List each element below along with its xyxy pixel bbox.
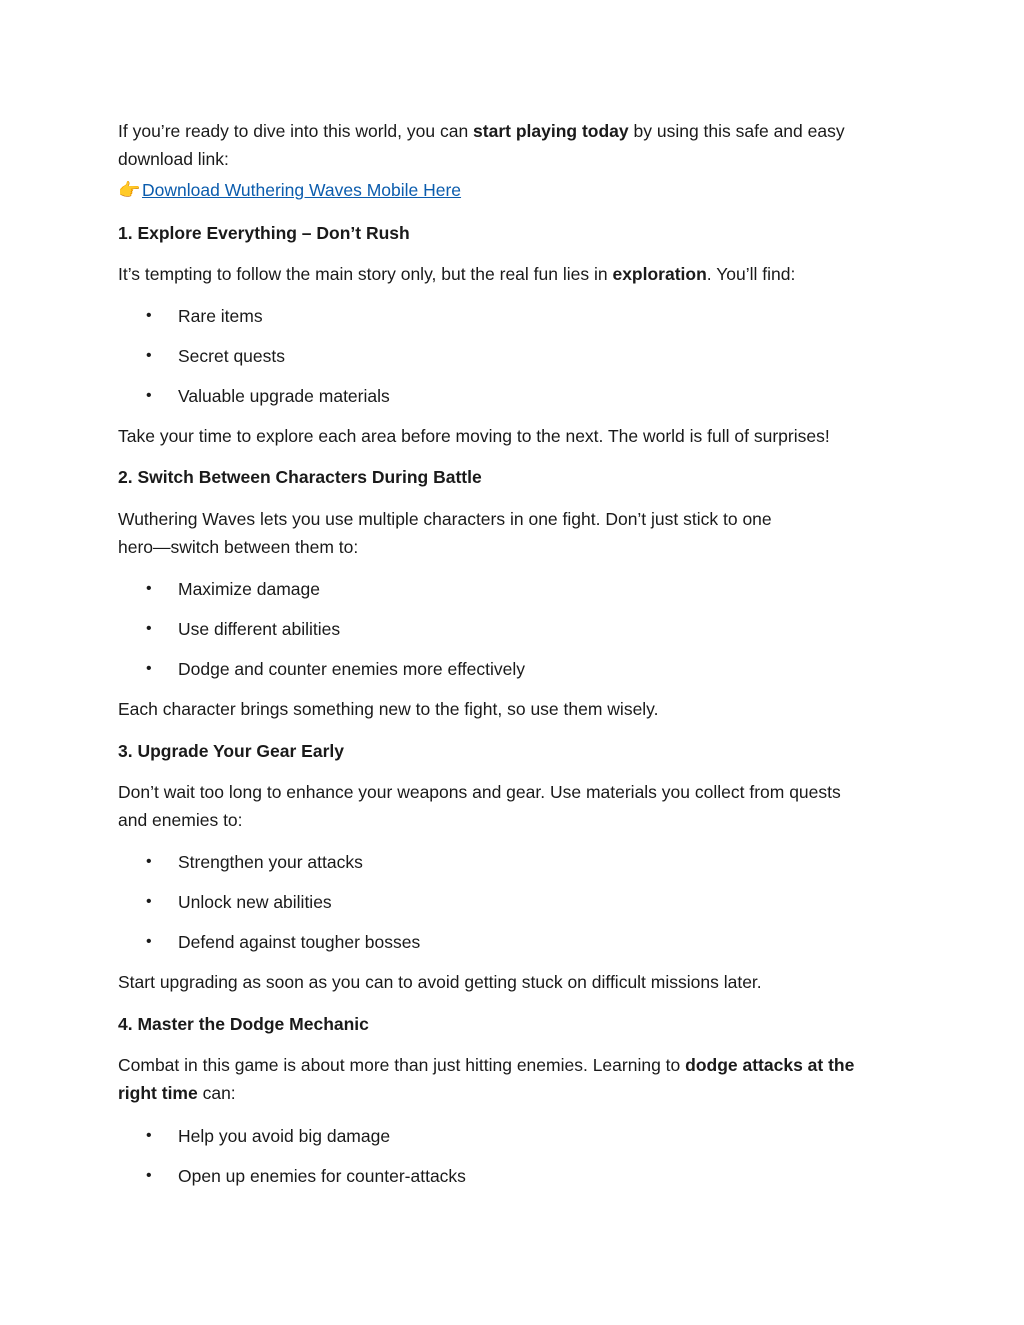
list-item-text: Unlock new abilities: [178, 892, 332, 912]
bullet-icon: •: [146, 933, 152, 950]
bullet-icon: •: [146, 1127, 152, 1144]
bullet-icon: •: [146, 307, 152, 324]
section-4-strong-cont: right time: [118, 1083, 198, 1103]
list-item-text: Use different abilities: [178, 619, 341, 639]
section-2-paragraph: [118, 505, 908, 561]
section-1-text: It’s tempting to follow the main story only, but the real fun lies in: [118, 264, 613, 284]
section-4-paragraph: [118, 1051, 908, 1107]
section-4-strong: dodge attacks at the: [685, 1055, 855, 1075]
list-item-text: Maximize damage: [178, 579, 320, 599]
intro-line2: download link:: [118, 149, 229, 169]
list-item-text: Rare items: [178, 306, 263, 326]
bullet-icon: •: [146, 853, 152, 870]
section-1-text-end: . You’ll find:: [706, 264, 796, 284]
download-link[interactable]: Download Wuthering Waves Mobile Here: [142, 180, 462, 200]
section-1-strong: exploration: [612, 264, 707, 284]
intro-strong: start playing today: [473, 121, 629, 141]
pointing-hand-icon: 👉: [118, 180, 141, 200]
bullet-icon: •: [146, 580, 152, 597]
list-item-text: Secret quests: [178, 346, 285, 366]
section-1-closing: Take your time to explore each area before moving to the next. The world is full of surprises!: [118, 426, 830, 446]
intro-text-end: by using this safe and easy: [628, 121, 845, 141]
intro-text: If you’re ready to dive into this world, you can: [118, 121, 474, 141]
bullet-icon: •: [146, 387, 152, 404]
list-item-text: Strengthen your attacks: [178, 852, 363, 872]
list-item-text: Open up enemies for counter-attacks: [178, 1166, 466, 1186]
section-2-line1: Wuthering Waves lets you use multiple characters in one fight. Don’t just stick to one: [118, 509, 772, 529]
section-3-heading: 3. Upgrade Your Gear Early: [118, 741, 344, 761]
intro-paragraph: [118, 117, 908, 173]
list-item-text: Help you avoid big damage: [178, 1126, 391, 1146]
bullet-icon: •: [146, 620, 152, 637]
section-3-paragraph: [118, 778, 908, 834]
section-3-closing: Start upgrading as soon as you can to avoid getting stuck on difficult missions later.: [118, 972, 762, 992]
section-2-closing: Each character brings something new to the fight, so use them wisely.: [118, 699, 659, 719]
section-4-heading: 4. Master the Dodge Mechanic: [118, 1014, 369, 1034]
bullet-icon: •: [146, 1167, 152, 1184]
section-1-heading: 1. Explore Everything – Don’t Rush: [118, 223, 410, 243]
section-3-line2: and enemies to:: [118, 810, 243, 830]
bullet-icon: •: [146, 893, 152, 910]
section-2-heading: 2. Switch Between Characters During Battle: [118, 467, 482, 487]
bullet-icon: •: [146, 660, 152, 677]
list-item-text: Dodge and counter enemies more effectively: [178, 659, 525, 679]
bullet-icon: •: [146, 347, 152, 364]
list-item-text: Defend against tougher bosses: [178, 932, 421, 952]
section-3-line1: Don’t wait too long to enhance your weapons and gear. Use materials you collect from quests: [118, 782, 841, 802]
section-4-text: Combat in this game is about more than just hitting enemies. Learning to: [118, 1055, 686, 1075]
list-item-text: Valuable upgrade materials: [178, 386, 390, 406]
download-link-line: [118, 176, 908, 204]
section-4-text-end: can:: [197, 1083, 236, 1103]
section-1-paragraph: [118, 260, 908, 288]
section-2-line2: hero—switch between them to:: [118, 537, 359, 557]
